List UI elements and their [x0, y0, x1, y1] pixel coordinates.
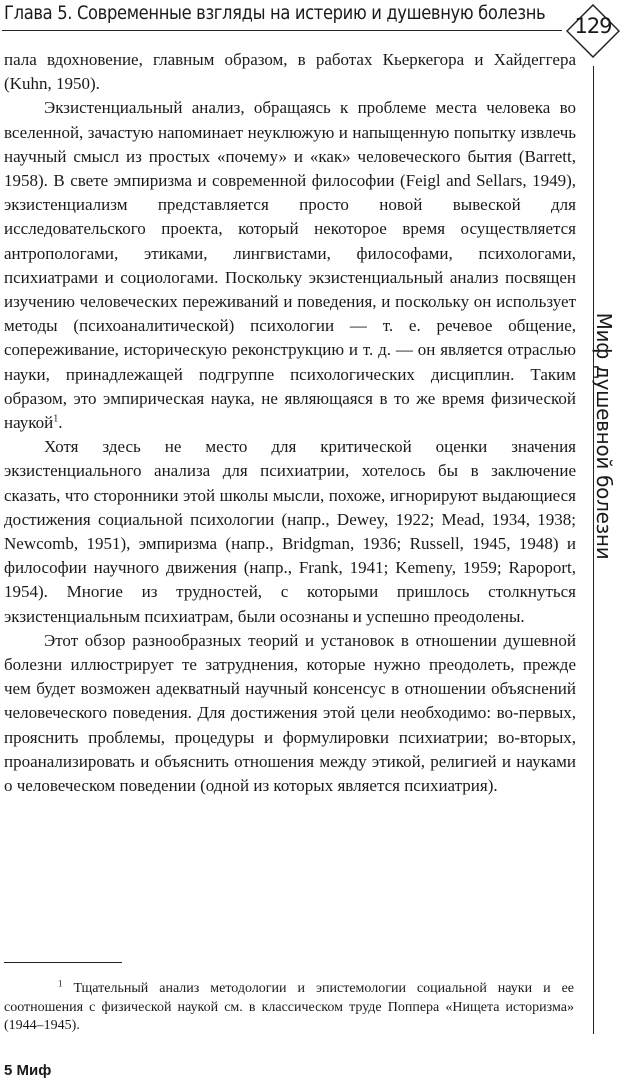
footer-signature-mark: 5 Миф: [4, 1062, 52, 1079]
footnote-body: [4, 980, 574, 1036]
main-text: [4, 48, 576, 798]
footnote-marker: 1: [58, 978, 63, 989]
paragraph-end-punctuation: .: [58, 413, 63, 433]
paragraph: пала вдохновение, главным образом, в работах Кьеркегора и Хайдеггера (Kuhn, 1950).: [4, 50, 576, 94]
footnote: [4, 980, 574, 1036]
footnote-text: Тщательный анализ методологии и эпистемологии социальной науки и ее соотношения с физической наукой см. в классическом труде Поппера «Нищета историзма» (1944–1945).: [4, 981, 574, 1034]
paragraph-text: Экзистенциальный анализ, обращаясь к проблеме места человека во вселенной, зачастую напоминает неуклюжую и напыщенную попытку извлечь научный смысл из простых «почему» и «как» человеческого бытия (Barrett, 1958). В свете эмпиризма и современной философии (Feigl and Sellars, 1949), экзистенциализм представляется просто новой вывеской для исследовательского проекта, который некоторое время осуществляется антропологами, этиками, лингвистами, философами, психологами, психиатрами и социологами. Поскольку экзистенциальный анализ посвящен изучению человеческих переживаний и поведения, и поскольку он использует методы (психоаналитической) психологии — т. е. речевое общение, сопереживание, историческую реконструкцию и т. д. — он является отраслью науки, принадлежащей подгруппе психологических дисциплин. Таким образом, это эмпирическая наука, не являющаяся в то же время физической наукой: [4, 98, 576, 433]
paragraph: [4, 96, 576, 435]
paragraph: Хотя здесь не место для критической оценки значения экзистенциального анализа для психиатрии, хотелось бы в заключение сказать, что сторонники этой школы мысли, похоже, игнорируют выдающиеся достижения социальной психологии (напр., Dewey, 1922; Mead, 1934, 1938; Newcomb, 1951), эмпиризма (напр., Bridgman, 1936; Russell, 1945, 1948) и философии научного движения (напр., Frank, 1941; Kemeny, 1959; Rapoport, 1954). Многие из трудностей, с которыми пришлось столкнуться экзистенциальным психиатрам, были осознаны и успешно преодолены.: [4, 437, 576, 626]
footnote-reference: 1: [53, 413, 59, 425]
footnote-separator: [4, 962, 122, 963]
header-rule: [2, 30, 562, 31]
paragraph: Этот обзор разнообразных теорий и установок в отношении душевной болезни иллюстрирует те затруднения, которые нужно преодолеть, прежде чем будет возможен адекватный научный консенсус в отношении объяснений человеческого поведения. Для достижения этой цели необходимо: во-первых, прояснить проблемы, процедуры и формулировки психиатрии; во-вторых, проанализировать и объяснить отношения между этикой, религией и науками о человеческом поведении (одной из которых является психиатрия).: [4, 630, 576, 796]
chapter-header-title: Глава 5. Современные взгляды на истерию и душевную болезнь: [4, 2, 546, 24]
running-book-title: Миф душевной болезни: [592, 312, 616, 560]
page-number: 129: [574, 14, 612, 38]
